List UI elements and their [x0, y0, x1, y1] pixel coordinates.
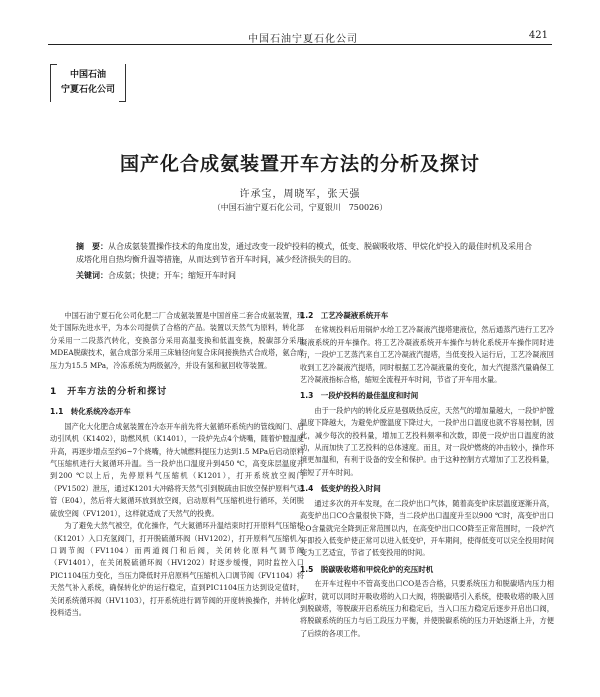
affiliation-line-1: 中国石油 — [69, 70, 106, 80]
abstract-text: 从合成氨装置操作技术的角度出发，通过改变一段炉投料的模式，低变、脱碳吸收塔、甲烷化炉投入的最佳时机及采用合成塔化用自热均衡升温等措施，从而达到节省开车时间，减少经济损失的目的。 — [76, 242, 532, 264]
keywords-text: 合成氨；快捷；开车；缩短开车时间 — [108, 271, 236, 280]
paper-title: 国产化合成氨装置开车方法的分析及探讨 — [119, 153, 480, 175]
keywords — [76, 269, 536, 282]
right-column — [300, 310, 554, 640]
affiliation-box — [50, 64, 126, 102]
subsection-1-4-heading: 1.4 低变炉的投入时间 — [300, 484, 381, 494]
paragraph-1-1b: 为了避免大然气被空，优化操作，气大氮循环升温结束时打开原料气压缩机（K1201）入口充氢阀门，打开脱硫循环阀（HV1202），打开原料气压缩机入口调节阀（FV1104）而两道阀门和后阀，关闭转化原料气调节阀（FV1401），在关闭脱硫循环阀（HV1202）时逐步缓慢，同时监控入口PIC1104压力变化，当压力降低时开启原料气压缩机入口调节阀（FV1104）将天然气补入系统，确保转化炉的运行稳定，直到PIC1104压力达到设定值时，关闭系统循环阀（HV1103），打开系统进行调节阀的开度转换操作，并转化炉投料适当。 — [50, 521, 305, 617]
paragraph-1-1a: 国产化大化肥合成氨装置在冷态开车前先将大氨循环系统内的管线阀门、启动引风机（K1402），助燃风机（K1401），一段炉先点4个烧嘴，随着炉膛温度升高，再逐步增点至约6~7个烧嘴，待大城燃料提压力达到1.5 MPa后启动原料气压缩机进行大氮循环升温。当一段炉出口温度升到450 ℃，高变床层温度升到200 ℃以上后，先停原料气压缩机（K1201），打开系统放空阀门（PV1502）泄压，通过K1201大冲路将天然气引到脱硫由旧放空保护原料气适管（E04），然后将大氮循环放到放空阀，启动原料气压缩机进行循环，关闭脱硫放空阀（FV1201），这样就适成了天然气的投费。 — [50, 421, 304, 518]
page-number: 421 — [528, 30, 548, 41]
paragraph-1-3: 由于一段炉内的转化反应是强吸热反应，天然气的增加量越大，一段炉炉膛温度下降越大，为避免炉膛温度下降过大，一段炉出口温度也就不容易控制，因此，减少每次的投料量，增加工艺投料频率和次数，即使一段炉出口温度的波动，从而加快了工艺投料的总体速度。而且，对一段炉燃烧的冲击较小，操作环境更加温和，有利于设备的安全和保护。由于这种控制方式增加了工艺投料量，缩短了开车时间。 — [300, 405, 554, 477]
section-1-heading: 1 开车方法的分析和探讨 — [50, 387, 168, 398]
subsection-1-1-heading: 1.1 转化系统冷态开车 — [50, 407, 131, 417]
subsection-1-5-heading: 1.5 脱碳吸收塔和甲烷化炉的充压时机 — [300, 564, 434, 574]
paragraph-1-4: 通过多次的开车发现，在二段炉出口气体，随着高变炉床层温度逐渐升高，高变炉出口CO含量很快下降，当二段炉出口温度升至以900 ℃时，高变炉出口CO含量就完全降到正常范围以内，在高变炉出口CO降至正常范围时，一段炉汽开即投入低变炉使正常可以进入低变炉，开车期间，使得低变可以完全投用时间变为工艺适宜，节省了低变投用的时间。 — [300, 498, 554, 558]
affiliation-line-2: 宁夏石化公司 — [60, 85, 115, 95]
abstract — [76, 240, 536, 266]
journal-name: 中国石油宁夏石化公司 — [248, 34, 358, 45]
abstract-label: 摘 要： — [76, 242, 108, 251]
subsection-1-3-heading: 1.3 一段炉投料的最佳温度和时间 — [300, 391, 419, 401]
author-address: （中国石油宁夏石化公司，宁夏银川 750026） — [212, 203, 388, 212]
running-head — [48, 30, 552, 45]
subsection-1-2-heading: 1.2 工艺冷凝液系统开车 — [300, 311, 389, 320]
left-column — [50, 310, 304, 619]
paragraph-1-2: 在常规投料后用锅炉水给工艺冷凝液汽提塔建液位，然后通蒸汽进行工艺冷凝液系统的开车操作。将工艺冷凝液系统开车操作与转化系统开车操作同时进行，一段炉工艺蒸汽来自工艺冷凝液汽提塔，当低变投入运行后，工艺冷凝液回收到工艺冷凝液汽提塔，同时根据工艺冷凝液量的变化，加大汽提蒸汽量确保工艺冷凝液指标合格，缩短全流程开车时间，节省了开车用水量。 — [300, 325, 554, 385]
authors: 许承宝，周晓军，张天强 — [239, 189, 361, 200]
intro-paragraph: 中国石油宁夏石化公司化肥二厂合成氨装置是中国首座二套合成氨装置，现处于国际先进水平，为本公司提供了合格的产品。装置以天然气为原料，转化部分采用一二段蒸汽转化，变换部分采用高温变换和低温变换，脱碳部分采用MDEA脱碳技术，氨合成部分采用三床轴径向复合床间接换热式合成塔，氨合成压力为15.5 MPa，冷冻系统为两级氨冷，并设有氢和氨回收等装置。 — [50, 311, 304, 370]
keywords-label: 关键词： — [76, 271, 108, 280]
paragraph-1-5: 在开车过程中不管高变出口CO是否合格，只要系统压力和脱碳塔内压力相应时，就可以同时开吸收塔的入口大阀，将脱碳塔引入系统，使吸收塔的吸入回到脱碳塔，等脱碳开启系统压力和稳定后，当入口压力稳定后逐步开启出口阀，将脱碳系统的压力与后工段压力平衡，并使脱碳系统的压力开始逐渐上升，方便了后续的各项工作。 — [300, 579, 554, 638]
